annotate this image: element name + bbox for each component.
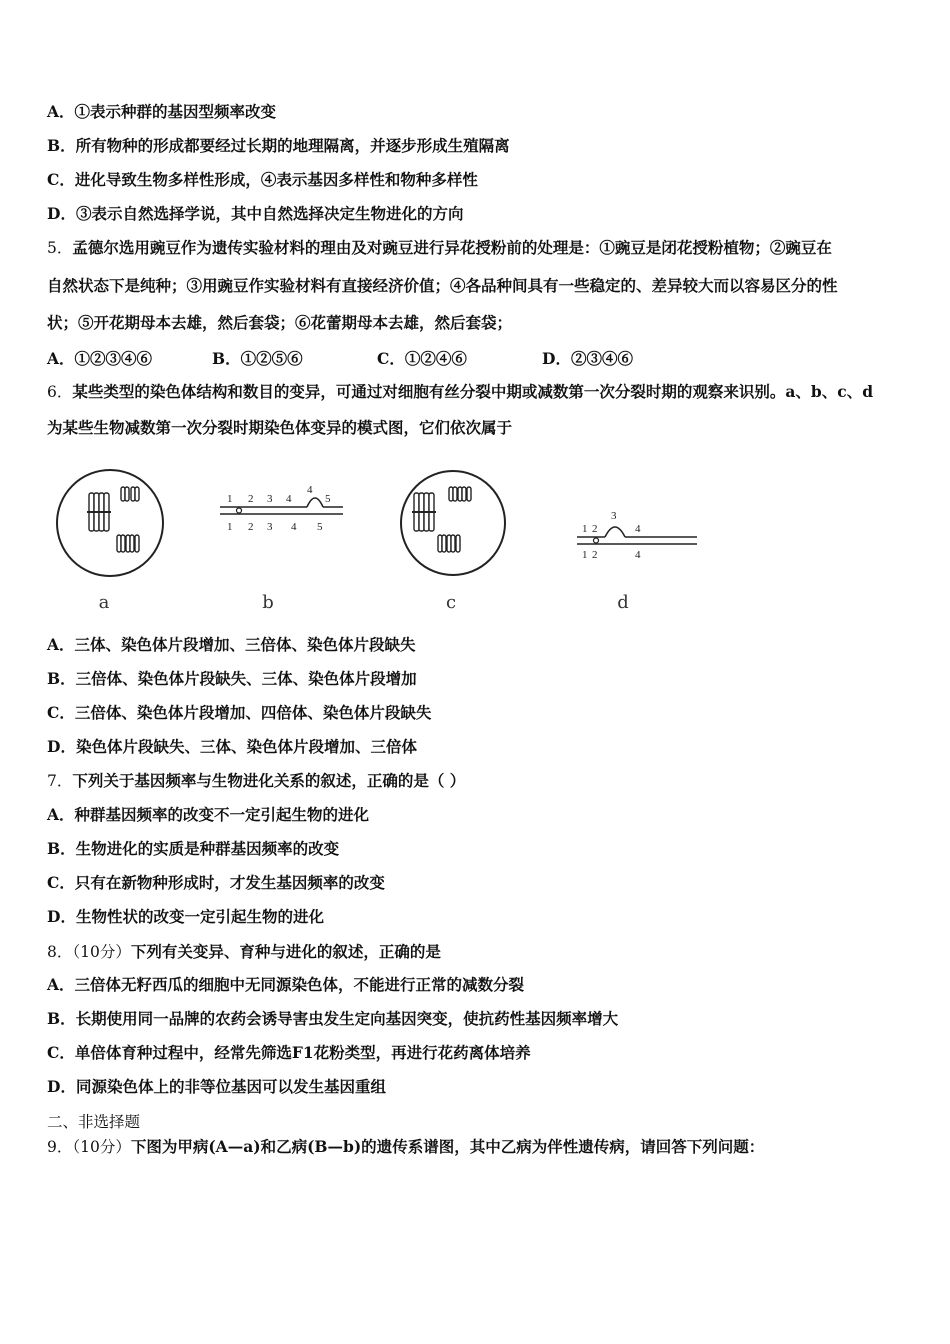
q4-option-b: B．所有物种的形成都要经过长期的地理隔离，并逐步形成生殖隔离 xyxy=(47,136,510,155)
q7-stem: 7．下列关于基因频率与生物进化关系的叙述，正确的是（ ） xyxy=(47,771,466,790)
figure-caption-b: b xyxy=(262,592,274,613)
figure-b-label: 5 xyxy=(317,521,323,533)
q5-stem-line3: 状；⑤开花期母本去雄，然后套袋；⑥花蕾期母本去雄，然后套袋； xyxy=(47,313,513,332)
figure-b-label: 1 xyxy=(227,521,233,533)
q7-option-d: D．生物性状的改变一定引起生物的进化 xyxy=(47,907,324,926)
q7-option-a: A．种群基因频率的改变不一定引起生物的进化 xyxy=(47,805,370,824)
figure-caption-c: c xyxy=(445,592,457,613)
figure-d-label: 1 xyxy=(582,523,588,535)
figure-b-label: 4 xyxy=(291,521,297,533)
figure-d-label: 3 xyxy=(611,510,617,522)
section-heading: 二、非选择题 xyxy=(47,1113,141,1131)
q8-option-d: D．同源染色体上的非等位基因可以发生基因重组 xyxy=(47,1077,386,1096)
q6-stem-line2: 为某些生物减数第一次分裂时期染色体变异的模式图，它们依次属于 xyxy=(47,418,513,437)
figure-b-label: 2 xyxy=(248,493,254,505)
q6-option-d: D．染色体片段缺失、三体、染色体片段增加、三倍体 xyxy=(47,737,417,756)
q5-stem-line2: 自然状态下是纯种；③用豌豆作实验材料有直接经济价值；④各品种间具有一些稳定的、差异较大而以容易区分的性 xyxy=(47,276,838,295)
q8-option-a: A．三倍体无籽西瓜的细胞中无同源染色体，不能进行正常的减数分裂 xyxy=(47,975,525,994)
figure-b-label: 3 xyxy=(267,521,273,533)
q5-option-a: A．①②③④⑥ xyxy=(47,349,153,368)
figure-c xyxy=(401,471,505,575)
q5-option-d: D．②③④⑥ xyxy=(542,349,633,368)
q4-option-a: A．①表示种群的基因型频率改变 xyxy=(47,102,277,121)
figure-b-label: 3 xyxy=(267,493,273,505)
figure-d-label: 2 xyxy=(592,549,598,561)
figure-b-label: 5 xyxy=(325,493,331,505)
q5-stem-line1: 5．孟德尔选用豌豆作为遗传实验材料的理由及对豌豆进行异花授粉前的处理是：①豌豆是闭花授粉植物；②豌豆在 xyxy=(47,238,832,257)
figure-d xyxy=(577,510,697,561)
figure-b-label: 4 xyxy=(307,484,313,496)
figure-caption-a: a xyxy=(98,592,110,613)
q4-option-d: D．③表示自然选择学说，其中自然选择决定生物进化的方向 xyxy=(47,204,464,223)
q8-option-b: B．长期使用同一品牌的农药会诱导害虫发生定向基因突变，使抗药性基因频率增大 xyxy=(47,1009,619,1028)
figure-a xyxy=(57,470,163,576)
q8-stem: 8．（10分）下列有关变异、育种与进化的叙述，正确的是 xyxy=(47,942,441,961)
q6-stem-line1: 6．某些类型的染色体结构和数目的变异，可通过对细胞有丝分裂中期或减数第一次分裂时期的观察来识别。a、b、c、d xyxy=(47,382,874,401)
figure-d-label: 4 xyxy=(635,523,641,535)
q8-option-c: C．单倍体育种过程中，经常先筛选F1花粉类型，再进行花药离体培养 xyxy=(47,1043,531,1062)
q7-option-b: B．生物进化的实质是种群基因频率的改变 xyxy=(47,839,340,858)
figure-caption-d: d xyxy=(617,592,629,613)
figure-b-label: 1 xyxy=(227,493,233,505)
q6-option-b: B．三倍体、染色体片段缺失、三体、染色体片段增加 xyxy=(47,669,417,688)
q7-option-c: C．只有在新物种形成时，才发生基因频率的改变 xyxy=(47,873,385,892)
figure-d-label: 1 xyxy=(582,549,588,561)
q9-stem: 9．（10分）下图为甲病(A—a)和乙病(B—b)的遗传系谱图，其中乙病为伴性遗传病，请回答下列问题： xyxy=(47,1137,765,1156)
figure-b-label: 4 xyxy=(286,493,292,505)
q6-option-a: A．三体、染色体片段增加、三倍体、染色体片段缺失 xyxy=(47,635,416,654)
q5-option-c: C．①②④⑥ xyxy=(377,349,467,368)
q4-option-c: C．进化导致生物多样性形成，④表示基因多样性和物种多样性 xyxy=(47,170,478,189)
chromosome-variation-figure xyxy=(45,455,725,620)
figure-d-label: 4 xyxy=(635,549,641,561)
q5-option-b: B．①②⑤⑥ xyxy=(212,349,303,368)
figure-b-label: 2 xyxy=(248,521,254,533)
q6-option-c: C．三倍体、染色体片段增加、四倍体、染色体片段缺失 xyxy=(47,703,432,722)
figure-d-label: 2 xyxy=(592,523,598,535)
figure-b xyxy=(220,484,343,533)
